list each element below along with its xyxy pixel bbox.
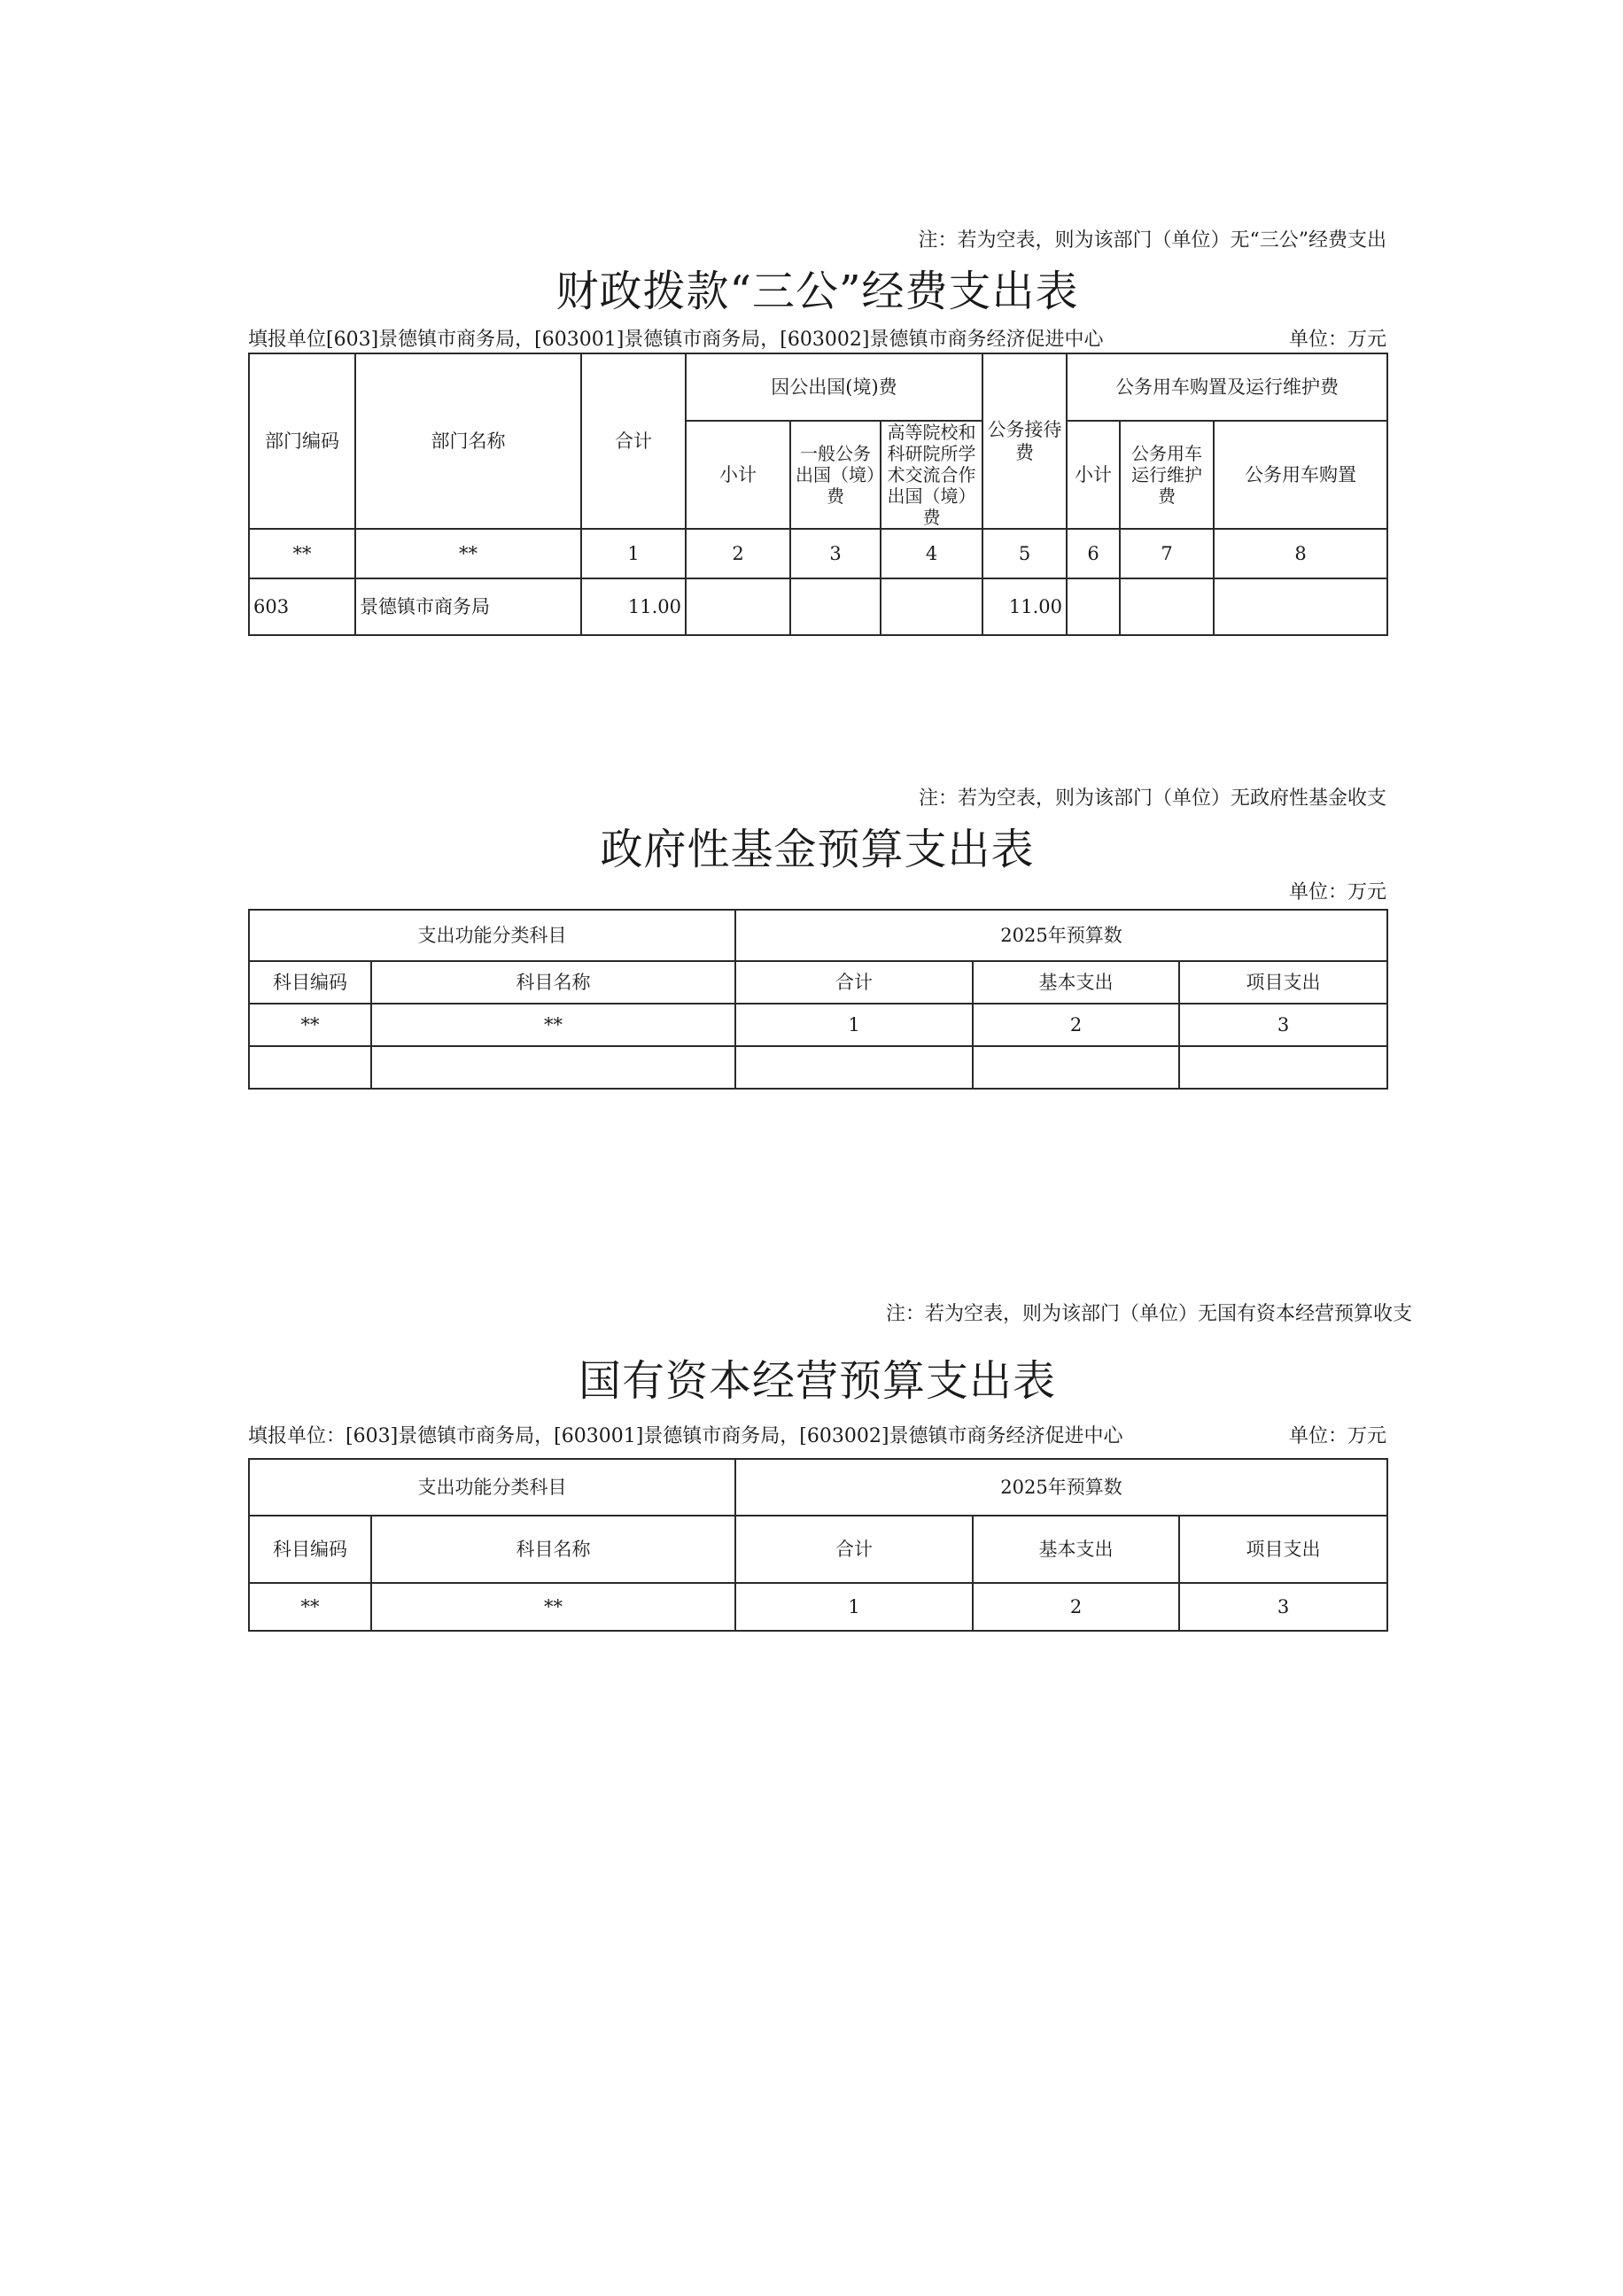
basic-cell bbox=[973, 1046, 1179, 1089]
header-basic: 基本支出 bbox=[973, 961, 1179, 1004]
total-cell bbox=[735, 1046, 973, 1089]
header-abroad-group: 因公出国(境)费 bbox=[686, 353, 982, 421]
total-cell: 11.00 bbox=[581, 578, 686, 635]
header-abroad-subtotal: 小计 bbox=[686, 421, 790, 529]
header-abroad-academic: 高等院校和科研院所学术交流合作出国（境）费 bbox=[881, 421, 982, 529]
header-dept-name: 部门名称 bbox=[355, 353, 581, 529]
index-cell: 8 bbox=[1214, 529, 1387, 578]
abroad-subtotal-cell bbox=[686, 578, 790, 635]
index-cell: 4 bbox=[881, 529, 982, 578]
table1-index-row bbox=[249, 529, 1387, 578]
index-cell: ** bbox=[355, 529, 581, 578]
index-cell: ** bbox=[371, 1583, 735, 1631]
header-budget-group: 2025年预算数 bbox=[735, 910, 1387, 961]
header-vehicle-purchase: 公务用车购置 bbox=[1214, 421, 1387, 529]
table1-title: 财政拨款“三公”经费支出表 bbox=[555, 267, 1079, 316]
table-row bbox=[249, 578, 1387, 635]
header-dept-code: 部门编码 bbox=[249, 353, 355, 529]
table1-note: 注：若为空表，则为该部门（单位）无“三公”经费支出 bbox=[918, 229, 1386, 252]
code-cell bbox=[249, 1046, 371, 1089]
abroad-academic-cell bbox=[881, 578, 982, 635]
table2-title: 政府性基金预算支出表 bbox=[600, 825, 1035, 874]
header-reception: 公务接待费 bbox=[982, 353, 1067, 529]
vehicle-subtotal-cell bbox=[1067, 578, 1120, 635]
table3 bbox=[248, 1458, 1388, 1632]
table3-reporting-unit: 填报单位：[603]景德镇市商务局，[603001]景德镇市商务局，[603002]景德镇市商务经济促进中心 bbox=[248, 1425, 1123, 1447]
header-name: 科目名称 bbox=[371, 961, 735, 1004]
project-cell bbox=[1179, 1046, 1387, 1089]
header-vehicle-subtotal: 小计 bbox=[1067, 421, 1120, 529]
index-cell: 7 bbox=[1120, 529, 1214, 578]
header-vehicle-operation: 公务用车运行维护费 bbox=[1120, 421, 1214, 529]
vehicle-operation-cell bbox=[1120, 578, 1214, 635]
index-cell: 2 bbox=[686, 529, 790, 578]
header-total: 合计 bbox=[735, 961, 973, 1004]
header-abroad-general: 一般公务出国（境）费 bbox=[790, 421, 881, 529]
index-cell: ** bbox=[371, 1004, 735, 1046]
index-cell: 1 bbox=[735, 1583, 973, 1631]
table2-index-row bbox=[249, 1004, 1387, 1046]
abroad-general-cell bbox=[790, 578, 881, 635]
index-cell: ** bbox=[249, 529, 355, 578]
dept-name-cell: 景德镇市商务局 bbox=[355, 578, 581, 635]
table2-unit: 单位：万元 bbox=[1288, 881, 1386, 904]
header-project: 项目支出 bbox=[1179, 961, 1387, 1004]
reception-cell: 11.00 bbox=[982, 578, 1067, 635]
index-cell: 3 bbox=[1179, 1004, 1387, 1046]
index-cell: 5 bbox=[982, 529, 1067, 578]
table1-reporting-unit: 填报单位[603]景德镇市商务局，[603001]景德镇市商务局，[603002]景德镇市商务经济促进中心 bbox=[248, 329, 1104, 351]
header-budget-group: 2025年预算数 bbox=[735, 1459, 1387, 1516]
table2-note: 注：若为空表，则为该部门（单位）无政府性基金收支 bbox=[918, 787, 1386, 810]
index-cell: ** bbox=[249, 1583, 371, 1631]
table2 bbox=[248, 909, 1388, 1090]
index-cell: 3 bbox=[790, 529, 881, 578]
header-basic: 基本支出 bbox=[973, 1516, 1179, 1583]
name-cell bbox=[371, 1046, 735, 1089]
table-row bbox=[249, 1046, 1387, 1089]
vehicle-purchase-cell bbox=[1214, 578, 1387, 635]
dept-code-cell: 603 bbox=[249, 578, 355, 635]
header-code: 科目编码 bbox=[249, 1516, 371, 1583]
header-project: 项目支出 bbox=[1179, 1516, 1387, 1583]
index-cell: 1 bbox=[735, 1004, 973, 1046]
header-vehicle-group: 公务用车购置及运行维护费 bbox=[1067, 353, 1387, 421]
index-cell: 1 bbox=[581, 529, 686, 578]
header-func-group: 支出功能分类科目 bbox=[249, 1459, 735, 1516]
index-cell: ** bbox=[249, 1004, 371, 1046]
header-code: 科目编码 bbox=[249, 961, 371, 1004]
table3-title: 国有资本经营预算支出表 bbox=[578, 1356, 1056, 1406]
header-total: 合计 bbox=[735, 1516, 973, 1583]
table3-index-row bbox=[249, 1583, 1387, 1631]
index-cell: 2 bbox=[973, 1004, 1179, 1046]
header-total: 合计 bbox=[581, 353, 686, 529]
index-cell: 3 bbox=[1179, 1583, 1387, 1631]
index-cell: 2 bbox=[973, 1583, 1179, 1631]
table1-unit: 单位：万元 bbox=[1288, 329, 1386, 351]
header-name: 科目名称 bbox=[371, 1516, 735, 1583]
table1 bbox=[248, 353, 1388, 636]
table3-unit: 单位：万元 bbox=[1288, 1425, 1386, 1447]
index-cell: 6 bbox=[1067, 529, 1120, 578]
table3-note: 注：若为空表，则为该部门（单位）无国有资本经营预算收支 bbox=[886, 1303, 1413, 1325]
header-func-group: 支出功能分类科目 bbox=[249, 910, 735, 961]
